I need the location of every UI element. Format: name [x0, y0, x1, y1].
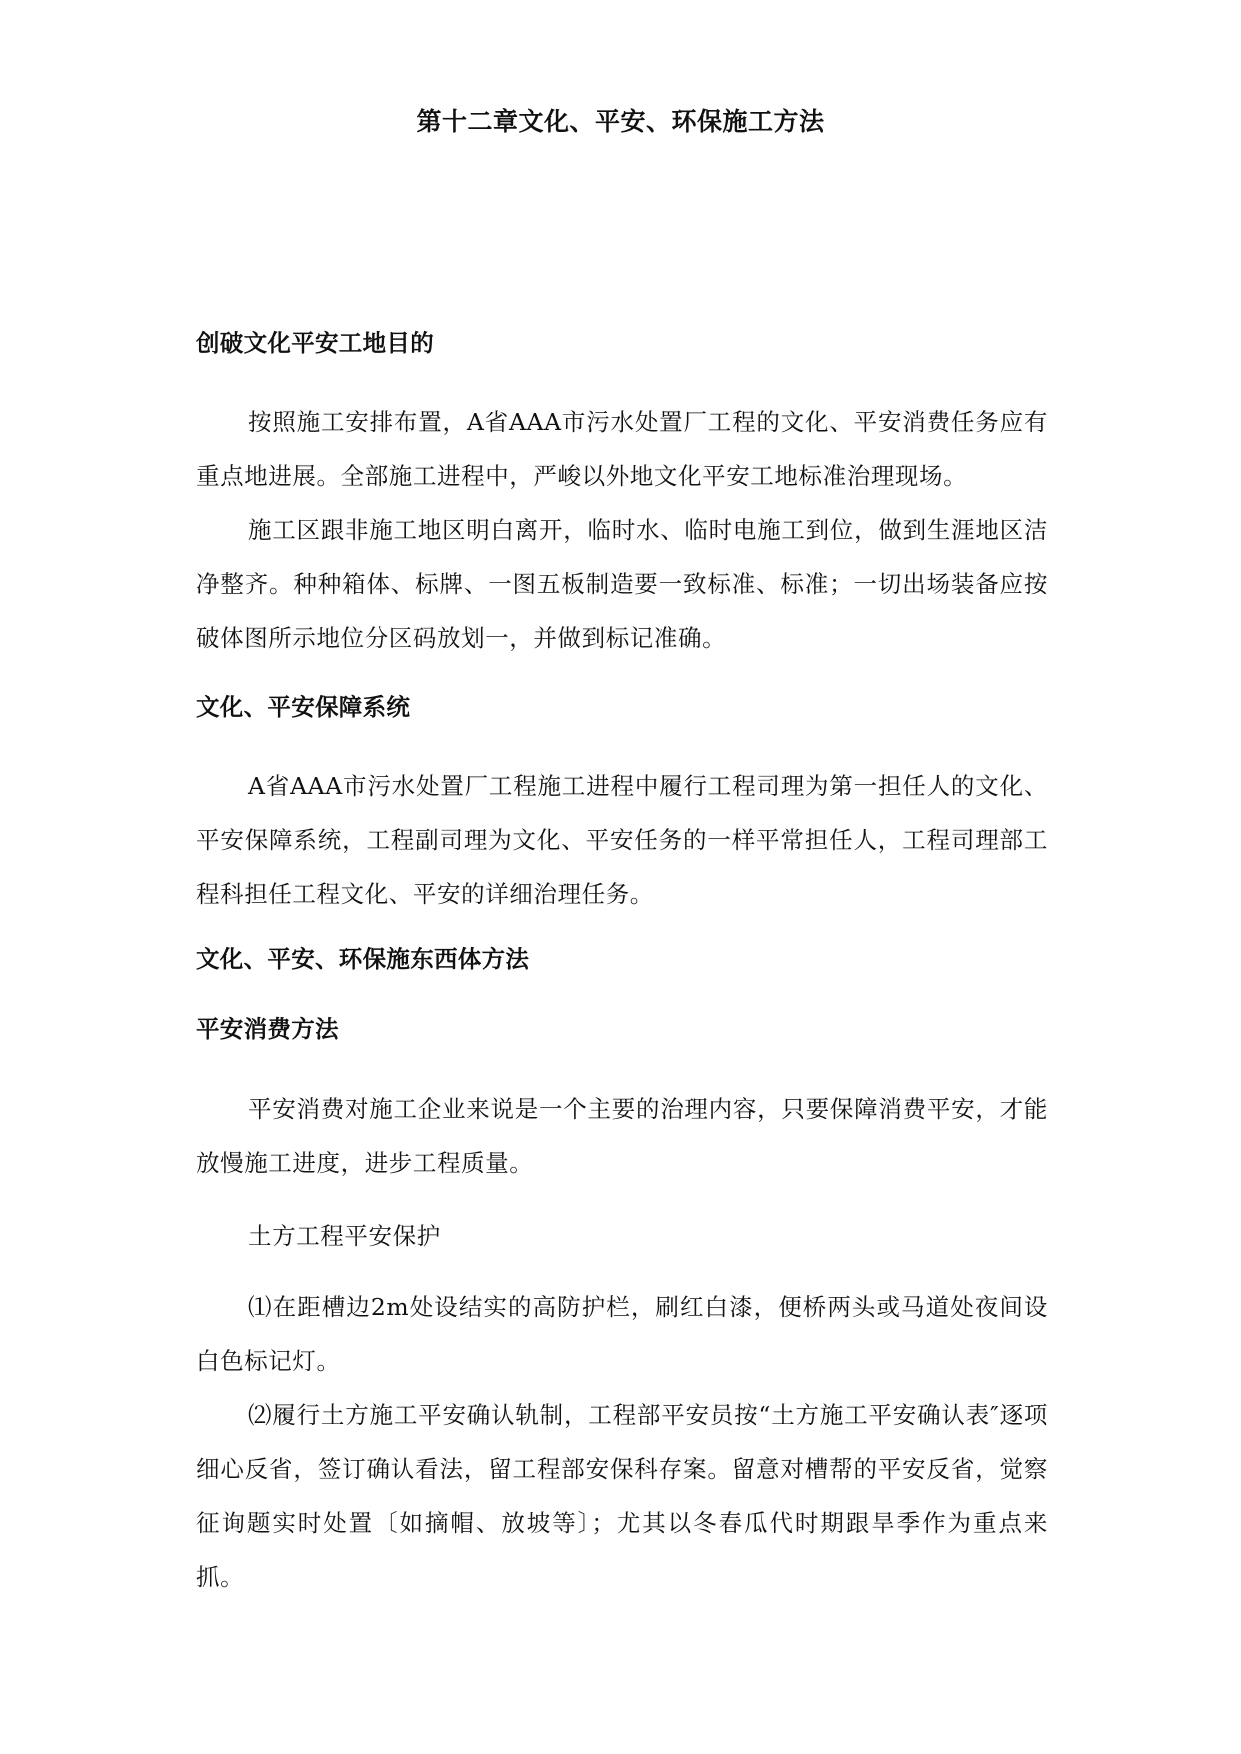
- paragraph-item-2: ⑵履行土方施工平安确认轨制，工程部平安员按“土方施工平安确认表″逐项细心反省，签订确认看法，留工程部安保科存案。留意对槽帮的平安反省，觉察征询题实时处置〔如摘帽、放坡等〕；尤其以冬春瓜代时期跟旱季作为重点来抓。: [196, 1401, 1048, 1591]
- section-heading-goal: 创破文化平安工地目的: [196, 329, 434, 357]
- paragraph-safety: 平安消费对施工企业来说是一个主要的治理内容，只要保障消费平安，才能放慢施工进度，进步工程质量。: [196, 1095, 1048, 1177]
- section-heading-system: 文化、平安保障系统: [196, 693, 411, 721]
- subheading-earthwork: 土方工程平安保护: [248, 1222, 441, 1250]
- section-heading-safety: 平安消费方法: [196, 1015, 339, 1043]
- section-heading-measures: 文化、平安、环保施东西体方法: [196, 945, 530, 973]
- page-title: 第十二章文化、平安、环保施工方法: [416, 107, 825, 136]
- paragraph-item-1: ⑴在距槽边2m处设结实的高防护栏，刷红白漆，便桥两头或马道处夜间设白色标记灯。: [196, 1293, 1048, 1375]
- paragraph-system: A省AAA市污水处置厂工程施工进程中履行工程司理为第一担任人的文化、平安保障系统，工程副司理为文化、平安任务的一样平常担任人，工程司理部工程科担任工程文化、平安的详细治理任务。: [196, 772, 1048, 908]
- paragraph-goal-1: 按照施工安排布置，A省AAA市污水处置厂工程的文化、平安消费任务应有重点地进展。全部施工进程中，严峻以外地文化平安工地标准治理现场。: [196, 408, 1048, 490]
- paragraph-goal-2: 施工区跟非施工地区明白离开，临时水、临时电施工到位，做到生涯地区洁净整齐。种种箱体、标牌、一图五板制造要一致标准、标准；一切出场装备应按破体图所示地位分区码放划一，并做到标记准确。: [196, 516, 1048, 652]
